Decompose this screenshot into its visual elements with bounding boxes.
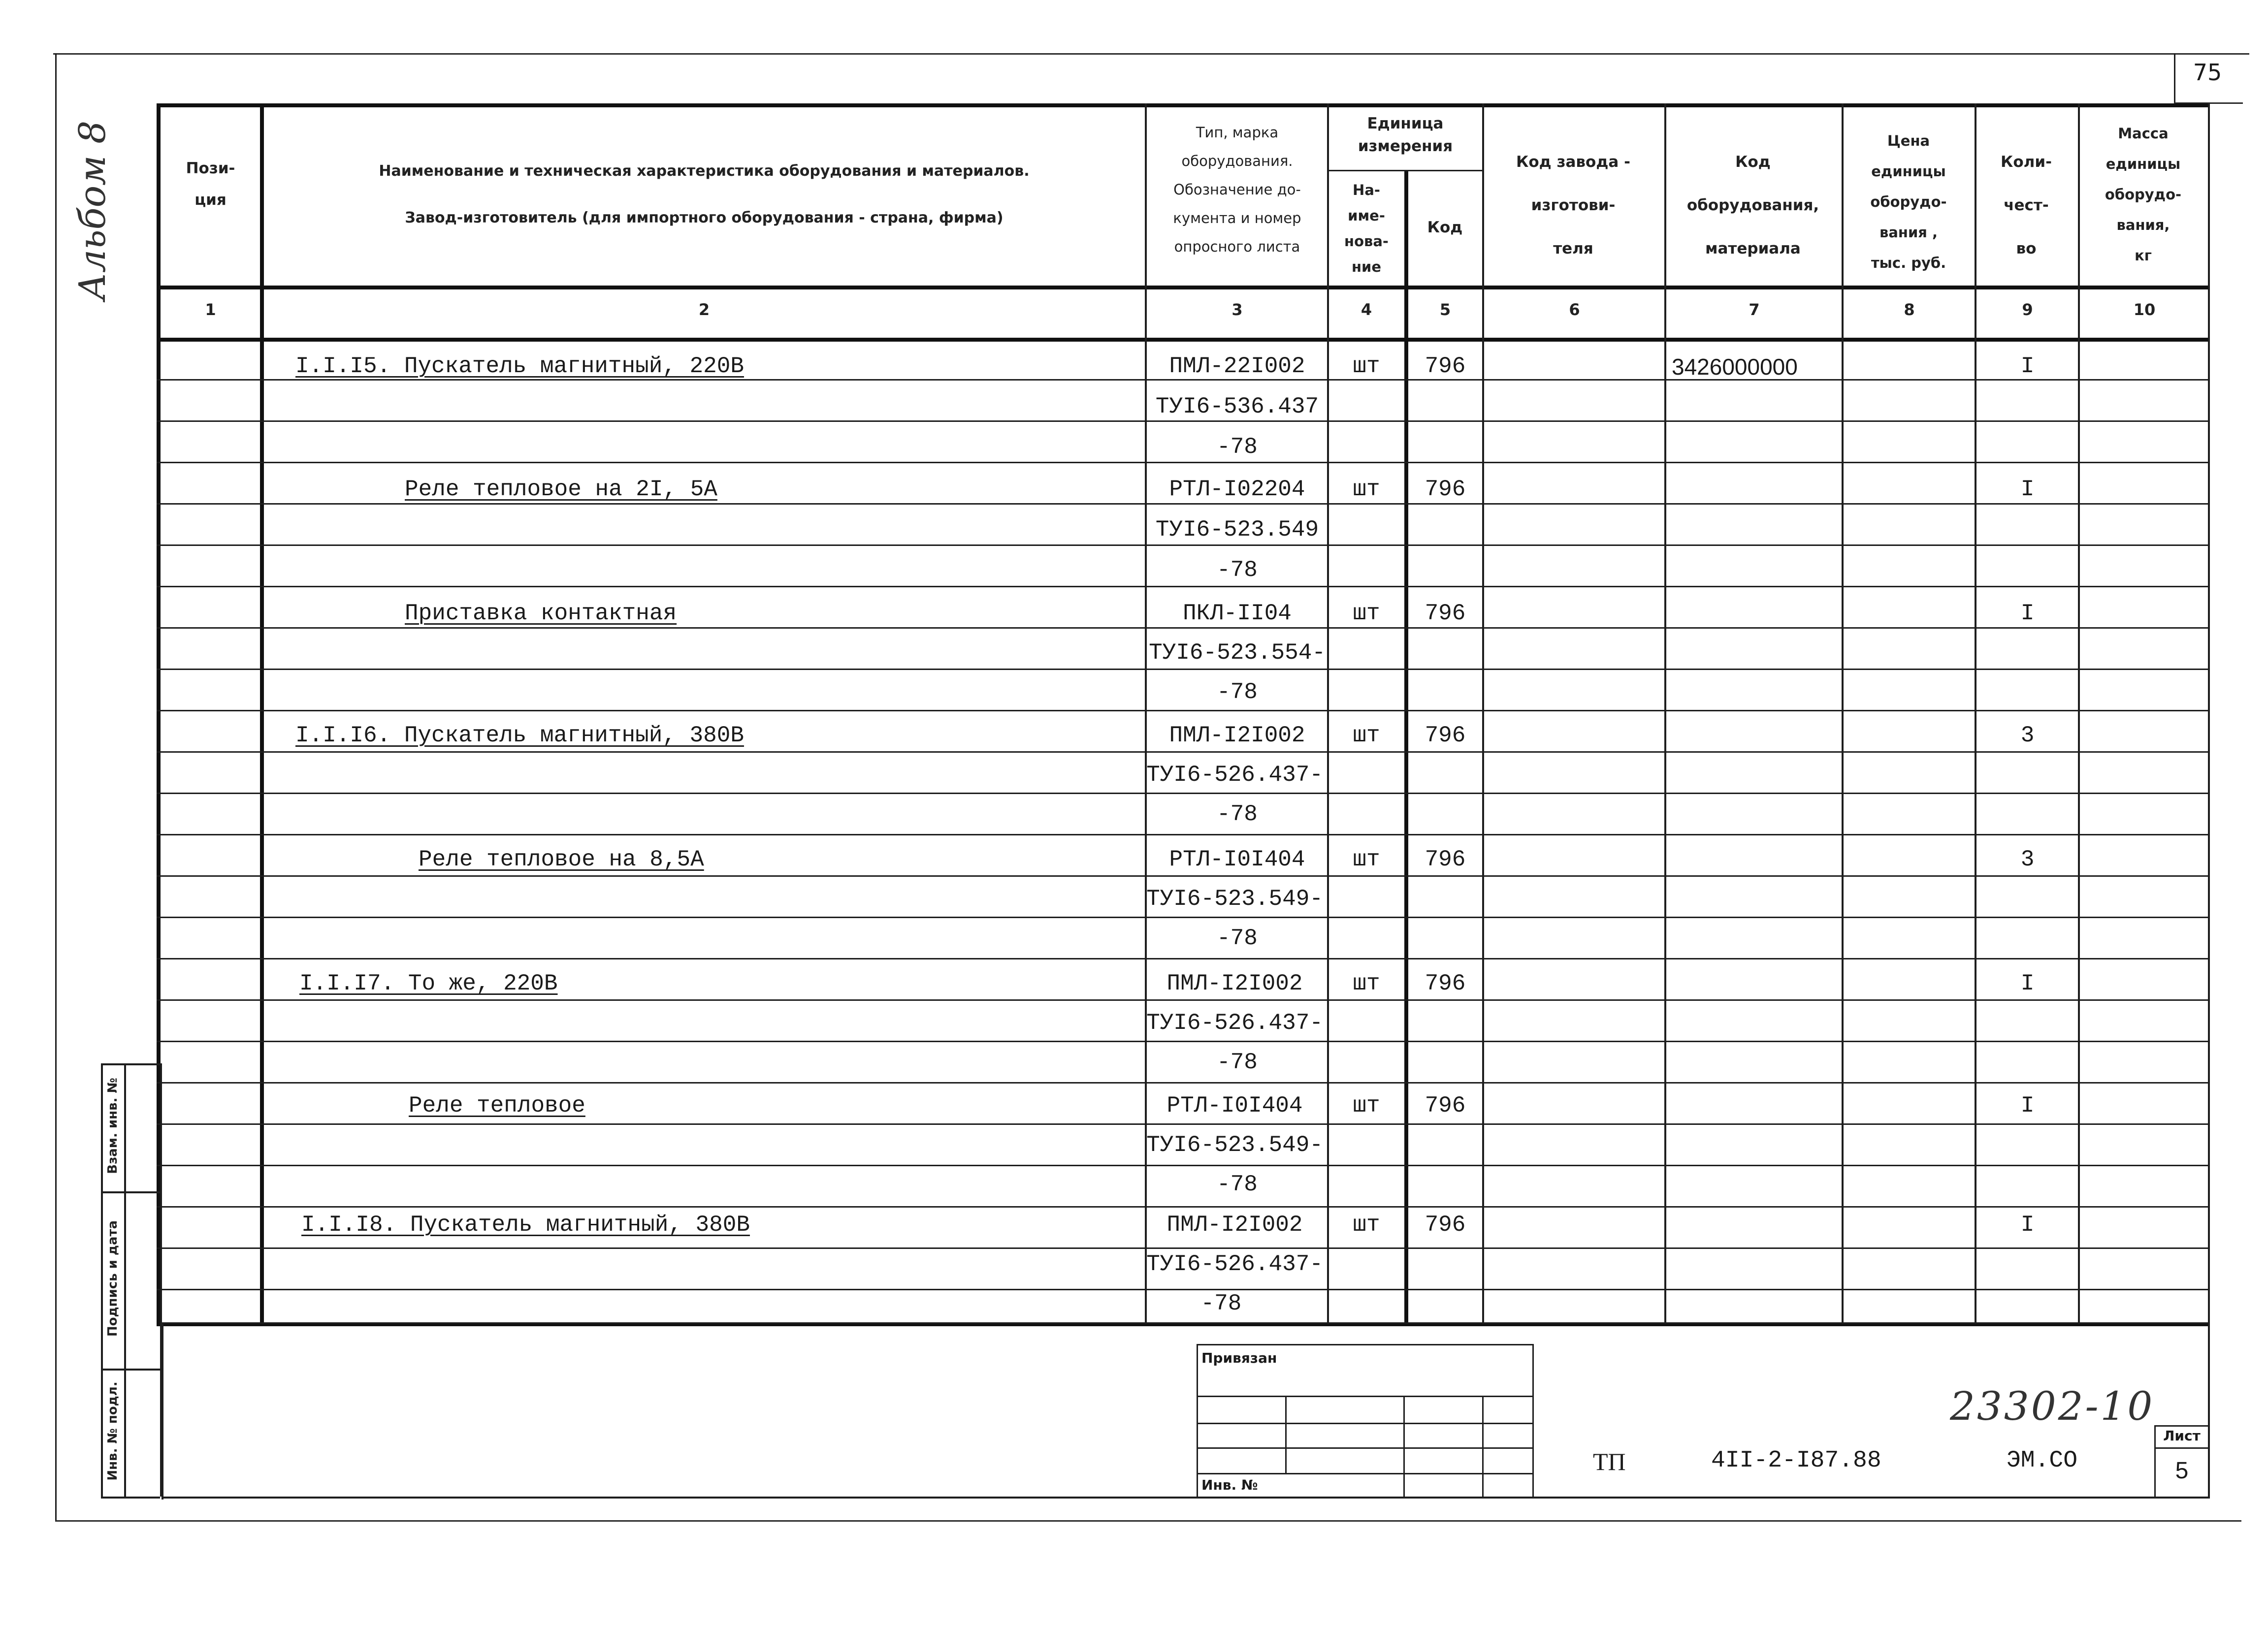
- colnum-1: 1: [205, 300, 216, 319]
- item-description: Реле тепловое: [409, 1093, 585, 1118]
- item-unit: шт: [1353, 1093, 1380, 1118]
- frame-top-line: [53, 53, 2249, 55]
- row-line: [157, 1247, 2210, 1249]
- item-unit: шт: [1353, 723, 1380, 748]
- header-col9: Коли- чест- во: [2001, 153, 2052, 257]
- stamp-number: 23302-10: [1950, 1383, 2155, 1429]
- item-spec: ТУI6-526.437-: [1146, 1251, 1323, 1277]
- sheet-box-divider: [2154, 1447, 2209, 1449]
- colnum-7: 7: [1749, 300, 1760, 319]
- colnum-2: 2: [698, 300, 710, 319]
- item-description: Реле тепловое на 2I, 5А: [405, 477, 717, 502]
- doc-code: ЭМ.СО: [2007, 1447, 2078, 1474]
- item-spec-suffix: -78: [1217, 926, 1258, 951]
- colnum-10: 10: [2133, 300, 2156, 319]
- privyazan-col: [1285, 1396, 1287, 1473]
- item-spec: ТУI6-523.549-: [1146, 1132, 1323, 1158]
- side-stamp-vzam-inv: Взам. инв. №: [105, 1078, 120, 1174]
- item-description: Приставка контактная: [405, 601, 677, 626]
- header-col7: Код оборудования, материала: [1686, 153, 1819, 257]
- side-stamp-bottom: [101, 1497, 160, 1499]
- item-quantity: I: [2020, 601, 2035, 626]
- row-line: [157, 834, 2210, 835]
- row-line: [157, 379, 2210, 381]
- header-col1: Пози- ция: [186, 160, 235, 209]
- item-spec-suffix: -78: [1217, 801, 1258, 827]
- item-equipment-code: 3426000000: [1672, 354, 1798, 380]
- item-type: ПМЛ-I2I002: [1166, 1212, 1303, 1238]
- side-stamp-inv-podl: Инв. № подл.: [105, 1381, 120, 1481]
- row-line: [157, 1123, 2210, 1125]
- item-unit-code: 796: [1425, 601, 1466, 626]
- item-description: I.I.I7. То же, 220В: [299, 971, 558, 996]
- title-block-left: [162, 1322, 163, 1500]
- privyazan-top: [1197, 1344, 1534, 1345]
- item-unit-code: 796: [1425, 723, 1466, 748]
- frame-left-line: [55, 53, 57, 1520]
- item-quantity: I: [2020, 971, 2035, 996]
- item-unit: шт: [1353, 971, 1380, 996]
- item-quantity: 3: [2020, 847, 2035, 872]
- item-unit-code: 796: [1425, 1093, 1466, 1118]
- item-spec: ТУI6-523.549: [1155, 517, 1319, 543]
- item-spec-suffix: -78: [1217, 1050, 1258, 1075]
- col-divider-6: [1664, 103, 1666, 1324]
- tp-label: ТП: [1593, 1448, 1626, 1475]
- side-stamp-podpis-data: Подпись и дата: [105, 1220, 120, 1337]
- item-unit-code: 796: [1425, 1212, 1466, 1238]
- sheet-number: 5: [2175, 1458, 2189, 1484]
- frame-bottom-line: [55, 1520, 2241, 1522]
- colnum-bottom-border: [157, 338, 2210, 342]
- header-bottom-border: [157, 286, 2210, 289]
- item-description: I.I.I8. Пускатель магнитный, 380В: [301, 1212, 750, 1238]
- privyazan-right: [1532, 1344, 1534, 1498]
- col-divider-3: [1327, 103, 1329, 1324]
- row-line: [157, 875, 2210, 877]
- col-divider-8: [1975, 103, 1976, 1324]
- item-spec: ТУI6-523.554-: [1149, 640, 1326, 666]
- item-unit: шт: [1353, 477, 1380, 502]
- item-unit: шт: [1353, 601, 1380, 626]
- item-type: РТЛ-I0I404: [1169, 847, 1305, 872]
- side-stamp-mid-line: [124, 1063, 126, 1497]
- item-quantity: I: [2020, 353, 2035, 379]
- row-line: [157, 544, 2210, 546]
- privyazan-label: Привязан: [1201, 1350, 1277, 1366]
- item-type: ПМЛ-I2I002: [1166, 971, 1303, 996]
- item-description: I.I.I6. Пускатель магнитный, 380В: [295, 723, 744, 748]
- item-quantity: 3: [2020, 723, 2035, 748]
- item-spec-suffix: -78: [1200, 1291, 1242, 1316]
- colnum-5: 5: [1439, 300, 1451, 319]
- item-unit: шт: [1353, 847, 1380, 872]
- row-line: [157, 793, 2210, 794]
- title-block-top: [162, 1322, 2210, 1324]
- col-divider-10: [2208, 103, 2210, 1324]
- title-block-bottom: [162, 1497, 2210, 1499]
- item-spec-suffix: -78: [1217, 1172, 1258, 1197]
- colnum-3: 3: [1231, 300, 1243, 319]
- page-number: 75: [2193, 59, 2222, 86]
- colnum-6: 6: [1569, 300, 1580, 319]
- header-col10: Масса единицы оборудо- вания, кг: [2105, 125, 2182, 264]
- header-col8: Цена единицы оборудо- вания , тыс. руб.: [1870, 132, 1947, 271]
- row-line: [157, 1041, 2210, 1042]
- sheet-label: Лист: [2163, 1428, 2201, 1444]
- row-line: [157, 420, 2210, 422]
- row-line: [157, 958, 2210, 959]
- item-unit: шт: [1353, 1212, 1380, 1238]
- unit-group-divider: [1327, 170, 1482, 171]
- col-divider-9: [2078, 103, 2080, 1324]
- privyazan-col: [1482, 1396, 1484, 1497]
- item-spec: ТУI6-526.437-: [1146, 762, 1323, 788]
- project-code: 4II-2-I87.88: [1711, 1447, 1881, 1474]
- item-quantity: I: [2020, 1093, 2035, 1118]
- header-col3: Тип, марка оборудования. Обозначение до- кумента и номер опросного листа: [1173, 124, 1301, 255]
- item-unit-code: 796: [1425, 847, 1466, 872]
- item-spec-suffix: -78: [1217, 434, 1258, 460]
- row-line: [157, 1082, 2210, 1084]
- row-line: [157, 999, 2210, 1001]
- col-divider-4: [1404, 170, 1408, 1324]
- item-unit-code: 796: [1425, 477, 1466, 502]
- row-line: [157, 1289, 2210, 1290]
- row-line: [157, 669, 2210, 670]
- colnum-9: 9: [2022, 300, 2033, 319]
- row-line: [157, 462, 2210, 463]
- item-description: I.I.I5. Пускатель магнитный, 220В: [295, 353, 744, 379]
- row-line: [157, 503, 2210, 505]
- header-col4: На- име- нова- ние: [1344, 182, 1389, 275]
- privyazan-left: [1197, 1344, 1198, 1498]
- item-type: РТЛ-I0I404: [1166, 1093, 1303, 1118]
- colnum-8: 8: [1904, 300, 1915, 319]
- item-spec: ТУI6-526.437-: [1146, 1010, 1323, 1036]
- col-divider-1: [260, 103, 264, 1324]
- inv-no-label: Инв. №: [1201, 1477, 1258, 1493]
- side-stamp-left-line: [101, 1063, 103, 1497]
- row-line: [157, 1206, 2210, 1208]
- item-type: ПМЛ-22I002: [1169, 353, 1305, 379]
- header-col5: Код: [1427, 219, 1463, 236]
- album-label: Альбом 8: [71, 120, 114, 300]
- item-type: ПМЛ-I2I002: [1169, 723, 1305, 748]
- row-line: [157, 917, 2210, 918]
- item-spec: ТУI6-536.437: [1155, 394, 1319, 419]
- col-divider-5: [1482, 103, 1484, 1324]
- item-quantity: I: [2020, 477, 2035, 502]
- row-line: [157, 627, 2210, 629]
- col-divider-7: [1842, 103, 1844, 1324]
- item-unit: шт: [1353, 353, 1380, 379]
- header-unit-group: Единица измерения: [1358, 115, 1453, 155]
- row-line: [157, 710, 2210, 711]
- sheet-box-top: [2154, 1425, 2209, 1427]
- item-description: Реле тепловое на 8,5А: [419, 847, 704, 872]
- colnum-4: 4: [1361, 300, 1372, 319]
- table-top-border: [157, 103, 2210, 107]
- title-block-right: [2208, 1322, 2210, 1499]
- item-spec: ТУI6-523.549-: [1146, 886, 1323, 912]
- item-type: РТЛ-I02204: [1169, 477, 1305, 502]
- item-spec-suffix: -78: [1217, 557, 1258, 583]
- row-line: [157, 1165, 2210, 1166]
- item-spec-suffix: -78: [1217, 679, 1258, 705]
- item-unit-code: 796: [1425, 353, 1466, 379]
- header-col2: Наименование и техническая характеристика оборудования и материалов. Завод-изготовитель (для импортного оборудования - страна, фирма): [379, 162, 1030, 226]
- header-col6: Код завода - изготови- теля: [1516, 153, 1630, 257]
- privyazan-col: [1403, 1396, 1405, 1497]
- item-unit-code: 796: [1425, 971, 1466, 996]
- row-line: [157, 586, 2210, 587]
- item-type: ПКЛ-II04: [1183, 601, 1292, 626]
- row-line: [157, 751, 2210, 753]
- item-quantity: I: [2020, 1212, 2035, 1238]
